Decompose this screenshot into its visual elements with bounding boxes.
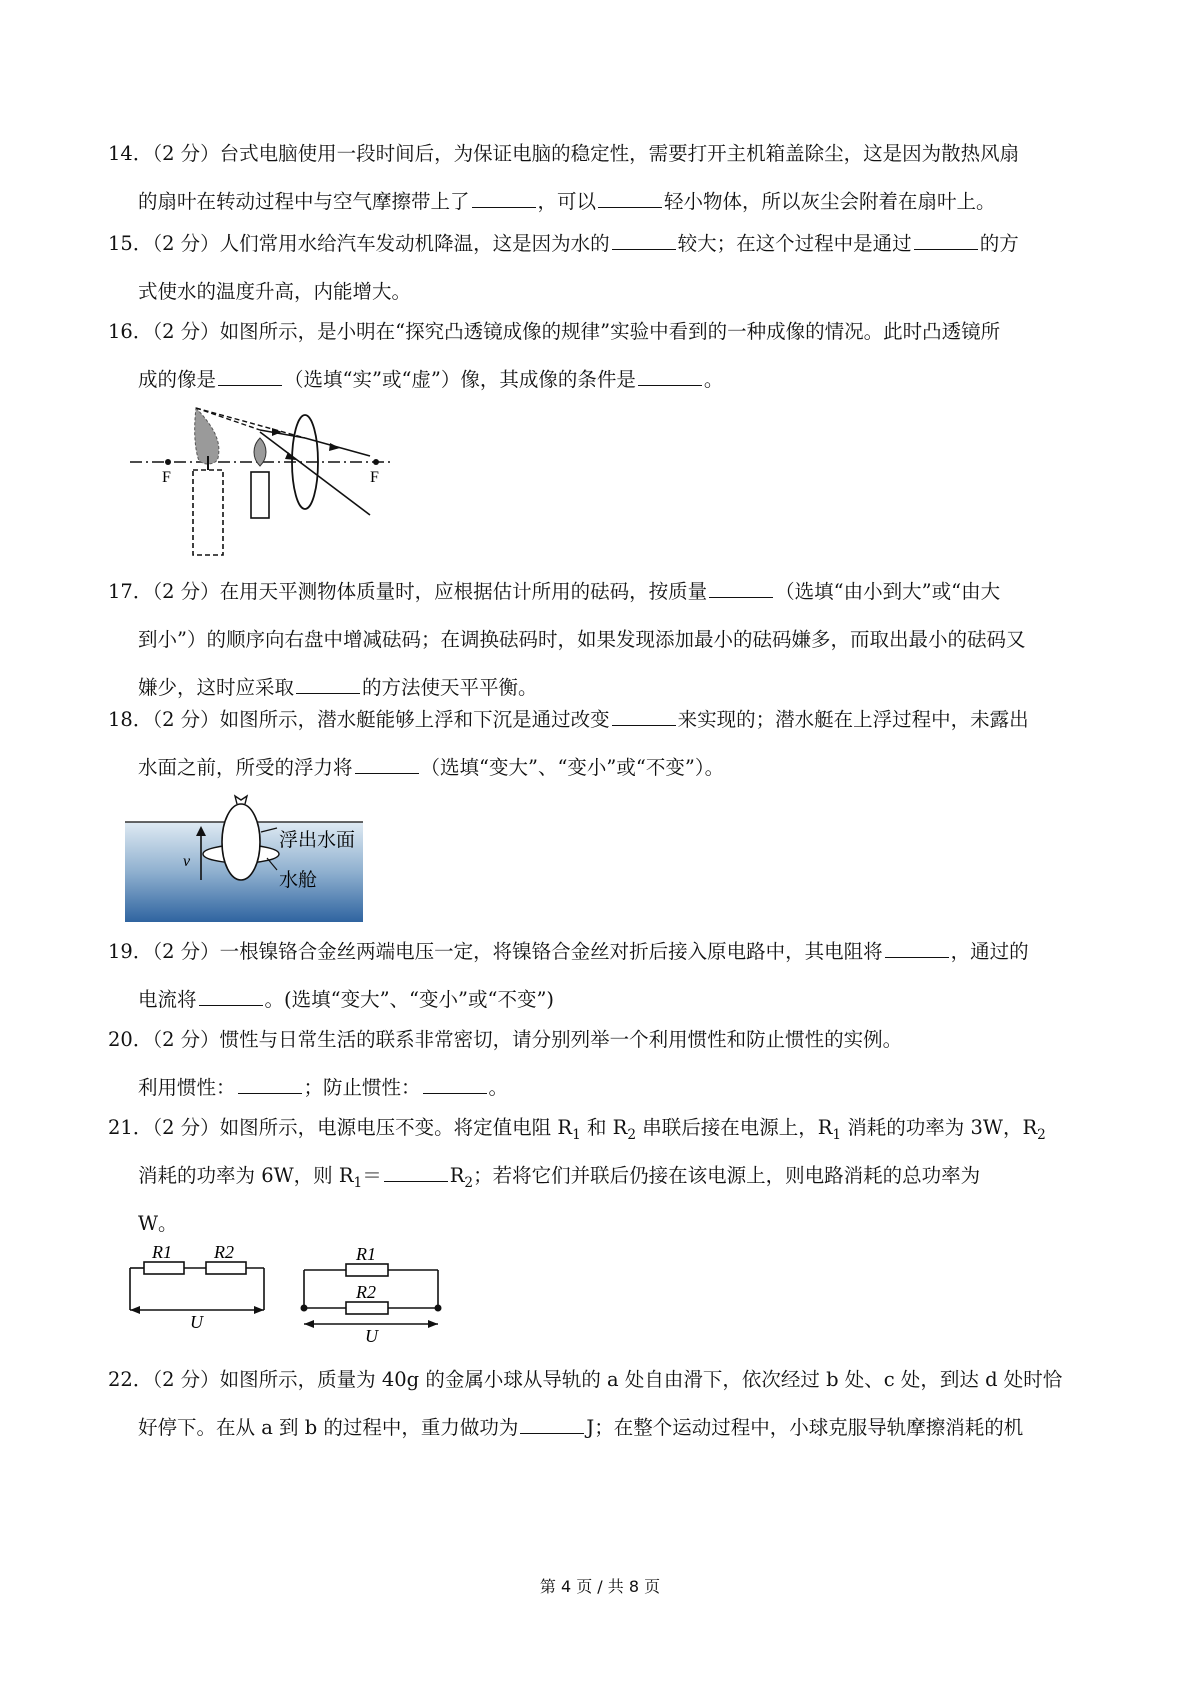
q21-line1	[108, 1104, 1098, 1152]
q19-line1	[108, 928, 1098, 976]
q17-text-a3: 嫌少，这时应采取	[138, 676, 295, 699]
q14-text-a: 的扇叶在转动过程中与空气摩擦带上了	[138, 190, 470, 213]
focal-point-right	[373, 459, 379, 465]
q21-sub-1c: 1	[353, 1174, 363, 1191]
q21-text-c: 串联后接在电源上，R	[636, 1116, 833, 1139]
q21-text-c2: R	[449, 1164, 465, 1187]
q14-line1: 14．（2 分）台式电脑使用一段时间后，为保证电脑的稳定性，需要打开主机箱盖除尘，这是因为散热风扇	[108, 142, 1020, 165]
q15-line1	[108, 220, 1098, 268]
q18-line1	[108, 696, 1098, 744]
q20-line1: 20．（2 分）惯性与日常生活的联系非常密切，请分别列举一个利用惯性和防止惯性的实例。	[108, 1028, 903, 1051]
q21-text-b: 和 R	[580, 1116, 628, 1139]
q16-line1: 16．（2 分）如图所示，是小明在“探究凸透镜成像的规律”实验中看到的一种成像的情况。此时凸透镜所	[108, 320, 1001, 343]
q20-blank-1[interactable]	[238, 1074, 302, 1095]
q18-text-b2: （选填“变大”、“变小”或“不变”）。	[420, 756, 725, 779]
q19-blank-2[interactable]	[199, 986, 263, 1007]
question-16	[108, 308, 1098, 404]
focal-point-left	[165, 459, 171, 465]
parallel-u-label: U	[365, 1326, 378, 1346]
q22-blank-1[interactable]	[520, 1414, 584, 1435]
q19-blank-1[interactable]	[885, 938, 949, 959]
q21-line2	[108, 1152, 1098, 1200]
parallel-r2-label: R2	[356, 1282, 376, 1302]
q21-sub-2b: 2	[1037, 1126, 1046, 1143]
q21-text-a2: 消耗的功率为 6W，则 R	[138, 1164, 354, 1187]
q15-text-b: 较大；在这个过程中是通过	[677, 232, 912, 255]
series-r2-label: R2	[214, 1242, 234, 1262]
q18-text-b: 来实现的；潜水艇在上浮过程中，未露出	[677, 708, 1029, 731]
q18-line2	[108, 744, 1098, 792]
q18-blank-1[interactable]	[612, 706, 676, 727]
series-u-label: U	[190, 1312, 203, 1332]
q14-line2	[108, 178, 1098, 226]
parallel-circuit	[301, 1244, 442, 1346]
q14-text-b: ，可以	[537, 190, 597, 213]
q17-blank-2[interactable]	[296, 674, 360, 695]
real-candle	[251, 472, 269, 518]
q16-text-b: （选填“实”或“虚”）像，其成像的条件是	[284, 368, 636, 391]
question-18	[108, 696, 1098, 792]
f-label-left: F	[162, 469, 171, 486]
q22-line2	[108, 1404, 1098, 1452]
q16-text-c: 。	[703, 368, 724, 391]
q21-text-b2: ＝	[362, 1164, 382, 1187]
q15-text-c: 的方	[979, 232, 1019, 255]
q17-text-b3: 的方法使天平平衡。	[362, 676, 538, 699]
q16-blank-2[interactable]	[638, 366, 702, 387]
q18-text-a2: 水面之前，所受的浮力将	[138, 756, 353, 779]
q16-line2	[108, 356, 1098, 404]
series-circuit	[130, 1242, 264, 1332]
q21-text-a: 21．（2 分）如图所示，电源电压不变。将定值电阻 R	[108, 1116, 573, 1139]
circuit-figure	[122, 1238, 452, 1348]
q20-text-a: 利用惯性：	[138, 1076, 236, 1099]
q21-text-d2: ；若将它们并联后仍接在该电源上，则电路消耗的总功率为	[473, 1164, 981, 1187]
q21-sub-1b: 1	[832, 1126, 842, 1143]
q22-text-a: 好停下。在从 a 到 b 的过程中，重力做功为	[138, 1416, 519, 1439]
velocity-label: v	[183, 853, 191, 870]
q18-blank-2[interactable]	[355, 754, 419, 775]
q14-blank-2[interactable]	[598, 188, 662, 209]
q17-text-b: （选填“由小到大”或“由大	[775, 580, 1001, 603]
q21-line3: W。	[138, 1212, 178, 1235]
q16-text-a: 成的像是	[138, 368, 217, 391]
q17-blank-1[interactable]	[709, 578, 773, 599]
q21-sub-1a: 1	[572, 1126, 581, 1143]
q14-text-c: 轻小物体，所以灰尘会附着在扇叶上。	[664, 190, 996, 213]
tank-label: 水舱	[279, 869, 318, 891]
q15-blank-1[interactable]	[612, 230, 676, 251]
q19-text-a: 19．（2 分）一根镍铬合金丝两端电压一定，将镍铬合金丝对折后接入原电路中，其电阻将	[108, 940, 883, 963]
q19-text-b: ，通过的	[950, 940, 1029, 963]
virtual-flame	[195, 408, 219, 464]
q15-text-a: 15．（2 分）人们常用水给汽车发动机降温，这是因为水的	[108, 232, 610, 255]
question-17	[108, 568, 1098, 712]
q20-blank-2[interactable]	[423, 1074, 487, 1095]
q21-sub-2c: 2	[464, 1174, 474, 1191]
q19-text-b2: 。(选填“变大”、“变小”或“不变”)	[264, 988, 555, 1011]
q20-text-c: 。	[488, 1076, 509, 1099]
q17-line1	[108, 568, 1098, 616]
question-14	[108, 130, 1098, 226]
page-footer: 第 4 页 / 共 8 页	[539, 1577, 661, 1596]
question-19	[108, 928, 1098, 1024]
question-20	[108, 1016, 1098, 1112]
q21-blank-1[interactable]	[384, 1162, 448, 1183]
q20-text-b: ；防止惯性：	[303, 1076, 421, 1099]
convex-lens-figure	[130, 400, 400, 560]
question-15	[108, 220, 1098, 316]
q14-blank-1[interactable]	[472, 188, 536, 209]
series-r1-label: R1	[152, 1242, 172, 1262]
submarine-figure	[125, 792, 365, 924]
q22-line1: 22．（2 分）如图所示，质量为 40g 的金属小球从导轨的 a 处自由滑下，依次经过 b 处、c 处，到达 d 处时恰	[108, 1368, 1063, 1391]
question-21	[108, 1104, 1098, 1248]
parallel-r1-label: R1	[356, 1244, 376, 1264]
q22-text-b: J；在整个运动过程中，小球克服导轨摩擦消耗的机	[586, 1416, 1024, 1439]
question-22	[108, 1356, 1098, 1452]
q17-text-a: 17．（2 分）在用天平测物体质量时，应根据估计所用的砝码，按质量	[108, 580, 708, 603]
surface-label: 浮出水面	[279, 829, 356, 851]
q17-line2: 到小”）的顺序向右盘中增减砝码；在调换砝码时，如果发现添加最小的砝码嫌多，而取出最小的砝码又	[138, 628, 1026, 651]
q21-sub-2a: 2	[627, 1126, 637, 1143]
q16-blank-1[interactable]	[218, 366, 282, 387]
q18-text-a: 18．（2 分）如图所示，潜水艇能够上浮和下沉是通过改变	[108, 708, 610, 731]
q15-line2: 式使水的温度升高，内能增大。	[138, 280, 412, 303]
q15-blank-2[interactable]	[914, 230, 978, 251]
conning-tower	[235, 796, 247, 804]
virtual-candle	[193, 470, 223, 555]
q19-text-a2: 电流将	[138, 988, 197, 1011]
q21-text-d: 消耗的功率为 3W，R	[841, 1116, 1038, 1139]
f-label-right: F	[370, 469, 379, 486]
submarine-hull	[222, 804, 260, 880]
